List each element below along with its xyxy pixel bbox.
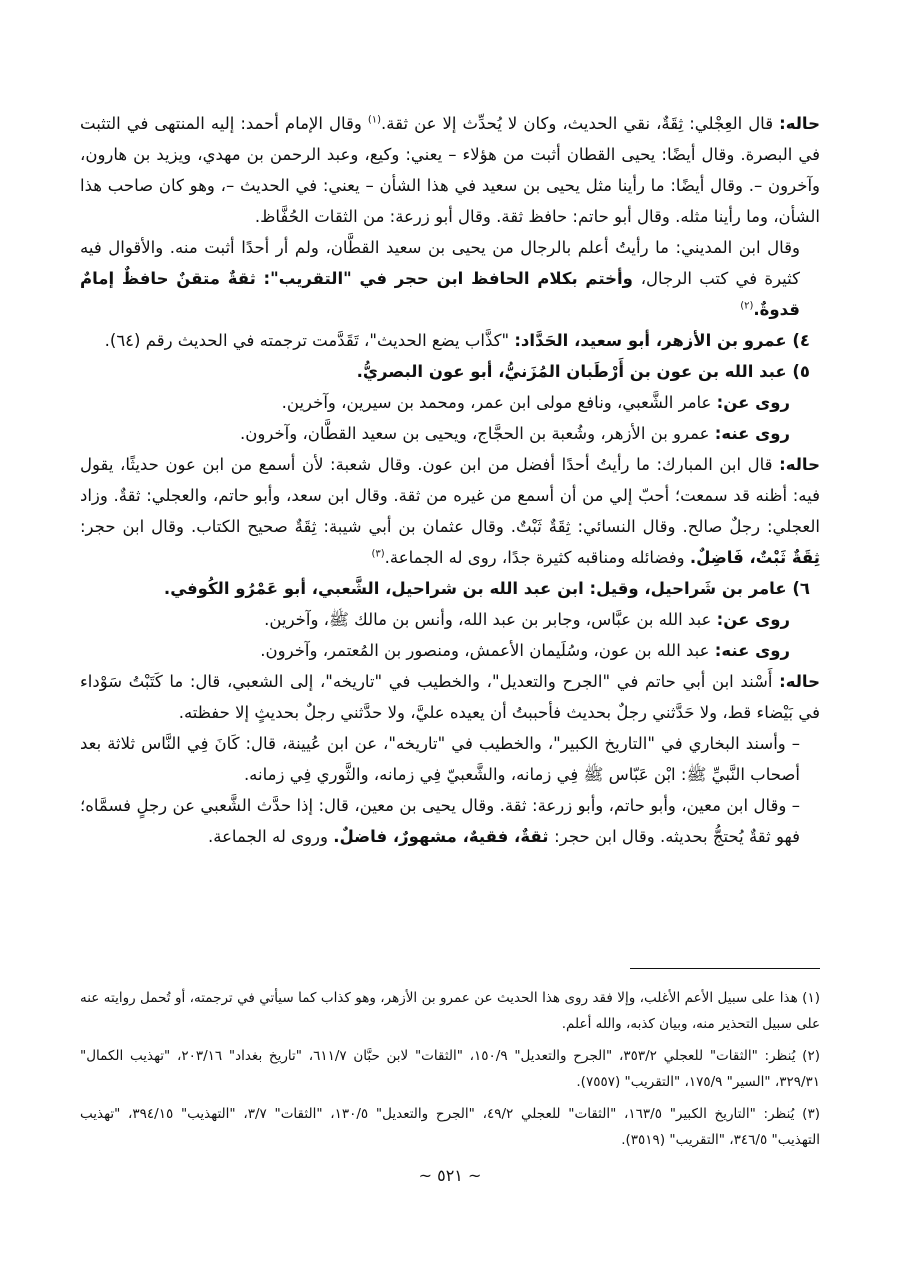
text: عمرو بن الأزهر، وشُعبة بن الحجَّاج، ويحيى بن سعيد القطَّان، وآخرون.: [240, 424, 715, 443]
footnote-ref-1[interactable]: (١): [367, 114, 382, 126]
text: أَسْند ابن أبي حاتم في "الجرح والتعديل"، والخطيب في "تاريخه"، إلى الشعبي، قال: ما كَتَبْتُ سَوْداء في بَيْضاء قط، ولا حَدَّثني رجلٌ بحديث فأحببتُ أن يعيده عليَّ، ولا حدَّثني رجلٌ بحديثٍ إلا حفظته.: [80, 672, 820, 722]
text: "كذَّاب يضع الحديث"، تَقَدَّمت ترجمته في الحديث رقم (٦٤).: [104, 331, 515, 350]
label-hal: حاله:: [779, 455, 820, 474]
footnote-1: (١) هذا على سبيل الأعم الأغلب، وإلا فقد روى هذا الحديث عن عمرو بن الأزهر، وهو كذاب كما سيأتي في ترجمته، أو تُحمل روايته عنه على سبيل التحذير منه، وبيان كذبه، والله أعلم.: [80, 990, 820, 1032]
bold-text: ثِقَةٌ ثَبْتٌ، فَاضِلٌ.: [689, 548, 820, 567]
text: وروى له الجماعة.: [207, 827, 334, 846]
paragraph-hal-6: [80, 666, 820, 728]
footnote-ref-2[interactable]: (٢): [740, 300, 754, 312]
paragraph-ibn-main: [80, 790, 820, 852]
footnote-ref-3[interactable]: (٣): [371, 548, 385, 560]
text: عامر الشَّعبي، ونافع مولى ابن عمر، ومحمد بن سيرين، وآخرين.: [281, 393, 717, 412]
label-rawa-an: روى عن:: [716, 610, 790, 629]
text: وقال ابن المديني: ما رأيتُ أعلم بالرجال من يحيى بن سعيد القطَّان، ولم أر أحدًا أثبت منه. والأقوال فيه كثيرة في كتب الرجال،: [80, 238, 800, 288]
text: – وقال ابن معين، وأبو حاتم، وأبو زرعة: ثقة. وقال يحيى بن معين، قال: إذا حدَّث الشَّعبي عن رجلٍ فسمَّاه؛ فهو ثقةٌ يُحتجُّ بحديثه. وقال ابن حجر:: [80, 796, 800, 846]
text: – وأسند البخاري في "التاريخ الكبير"، والخطيب في "تاريخه"، عن ابن عُيينة، قال: كَانَ فِي النَّاس ثلاثة بعد أصحاب النَّبيِّ ﷺ: ابْن عَبّاس ﷺ فِي زمانه، والشَّعبيّ فِي زمانه، والثَّوري فِي زمانه.: [80, 734, 800, 784]
paragraph-ibn-madini: [80, 232, 820, 325]
bold-text: ثقةٌ، فقيهٌ، مشهورٌ، فاضلٌ.: [333, 827, 555, 846]
paragraph-hal-1: [80, 108, 820, 232]
narrator-name: ٦) عامر بن شَراحيل، وقيل: ابن عبد الله بن شراحيل، الشَّعبي، أبو عَمْرُو الكُوفي.: [163, 579, 810, 598]
footnotes: [80, 985, 820, 1159]
text: عبد الله بن عون، وسُلَيمان الأعمش، ومنصور بن المُعتمر، وآخرون.: [260, 641, 715, 660]
paragraph-hal-5: [80, 449, 820, 573]
narrated-from-5: [80, 387, 820, 418]
narrated-by-6: [80, 635, 820, 666]
label-hal: حاله:: [779, 114, 820, 133]
text: قال العِجْلي: ثِقَةٌ، نقي الحديث، وكان لا يُحدِّث إلا عن ثقة.: [381, 114, 780, 133]
text: وقال الإمام أحمد: إليه المنتهى في التثبت في البصرة. وقال أيضًا: يحيى القطان أثبت من هؤلاء – يعني: وكيع، وعبد الرحمن بن مهدي، ويزيد بن هارون، وآخرون –. وقال أيضًا: ما رأينا مثل يحيى بن سعيد في هذا الشأن – يعني: في الحديث –، وهو كان صاحب هذا الشأن، وما رأينا مثله. وقال أبو حاتم: حافظ ثقة. وقال أبو زرعة: من الثقات الحُفَّاظ.: [80, 114, 820, 226]
paragraph-bukhari: [80, 728, 820, 790]
label-hal: حاله:: [779, 672, 820, 691]
footnote-3: (٣) يُنظر: "التاريخ الكبير" ١٦٣/٥، "الثقات" للعجلي ٤٩/٢، "الجرح والتعديل" ١٣٠/٥، "الثقات" ٣/٧، "التهذيب" ٣٩٤/١٥، "تهذيب التهذيب" ٣٤٦/٥، "التقريب" (٣٥١٩).: [80, 1106, 820, 1148]
bold-text: وأختم بكلام الحافظ ابن حجر في "التقريب": ثقةٌ متقنٌ حافظٌ إمامٌ قدوةٌ.: [80, 269, 800, 319]
label-rawa-anhu: روى عنه:: [714, 424, 790, 443]
text: وفضائله ومناقبه كثيرة جدًا، روى له الجماعة.: [384, 548, 690, 567]
text: عبد الله بن عبَّاس، وجابر بن عبد الله، وأنس بن مالك ﷺ، وآخرين.: [264, 610, 717, 629]
label-rawa-an: روى عن:: [716, 393, 790, 412]
narrator-heading-6: [80, 573, 820, 604]
narrator-name: ٥) عبد الله بن عون بن أَرْطَبان المُزَنيُّ، أبو عون البصريُّ.: [356, 362, 810, 381]
narrated-by-5: [80, 418, 820, 449]
label-rawa-anhu: روى عنه:: [714, 641, 790, 660]
page-number: ~ ٥٢١ ~: [418, 1166, 482, 1185]
text: قال ابن المبارك: ما رأيتُ أحدًا أفضل من ابن عون. وقال شعبة: لأن أسمع من ابن عون حديثًا، يقول فيه: أظنه قد سمعت؛ أحبّ إلي من أن أسمع من غيره من ثقة. وقال ابن سعد، وأبو حاتم، والعجلي: ثقةٌ. وزاد العجلي: رجلٌ صالح. وقال النسائي: ثِقَةٌ ثَبْتٌ. وقال عثمان بن أبي شيبة: ثِقَةٌ صحيح الكتاب. وقال ابن حجر:: [80, 455, 820, 536]
narrator-name: ٤) عمرو بن الأزهر، أبو سعيد، الحَدَّاد:: [514, 331, 810, 350]
narrated-from-6: [80, 604, 820, 635]
narrator-heading-5: [80, 356, 820, 387]
footnote-separator: [630, 968, 820, 969]
narrator-heading-4: [80, 325, 820, 356]
footnote-2: (٢) يُنظر: "الثقات" للعجلي ٣٥٣/٢، "الجرح والتعديل" ١٥٠/٩، "الثقات" لابن حبَّان ٦١١/٧، "تاريخ بغداد" ٢٠٣/١٦، "تهذيب الكمال" ٣٢٩/٣١، "السير" ١٧٥/٩، "التقريب" (٧٥٥٧).: [80, 1048, 820, 1090]
main-text: [80, 108, 820, 852]
